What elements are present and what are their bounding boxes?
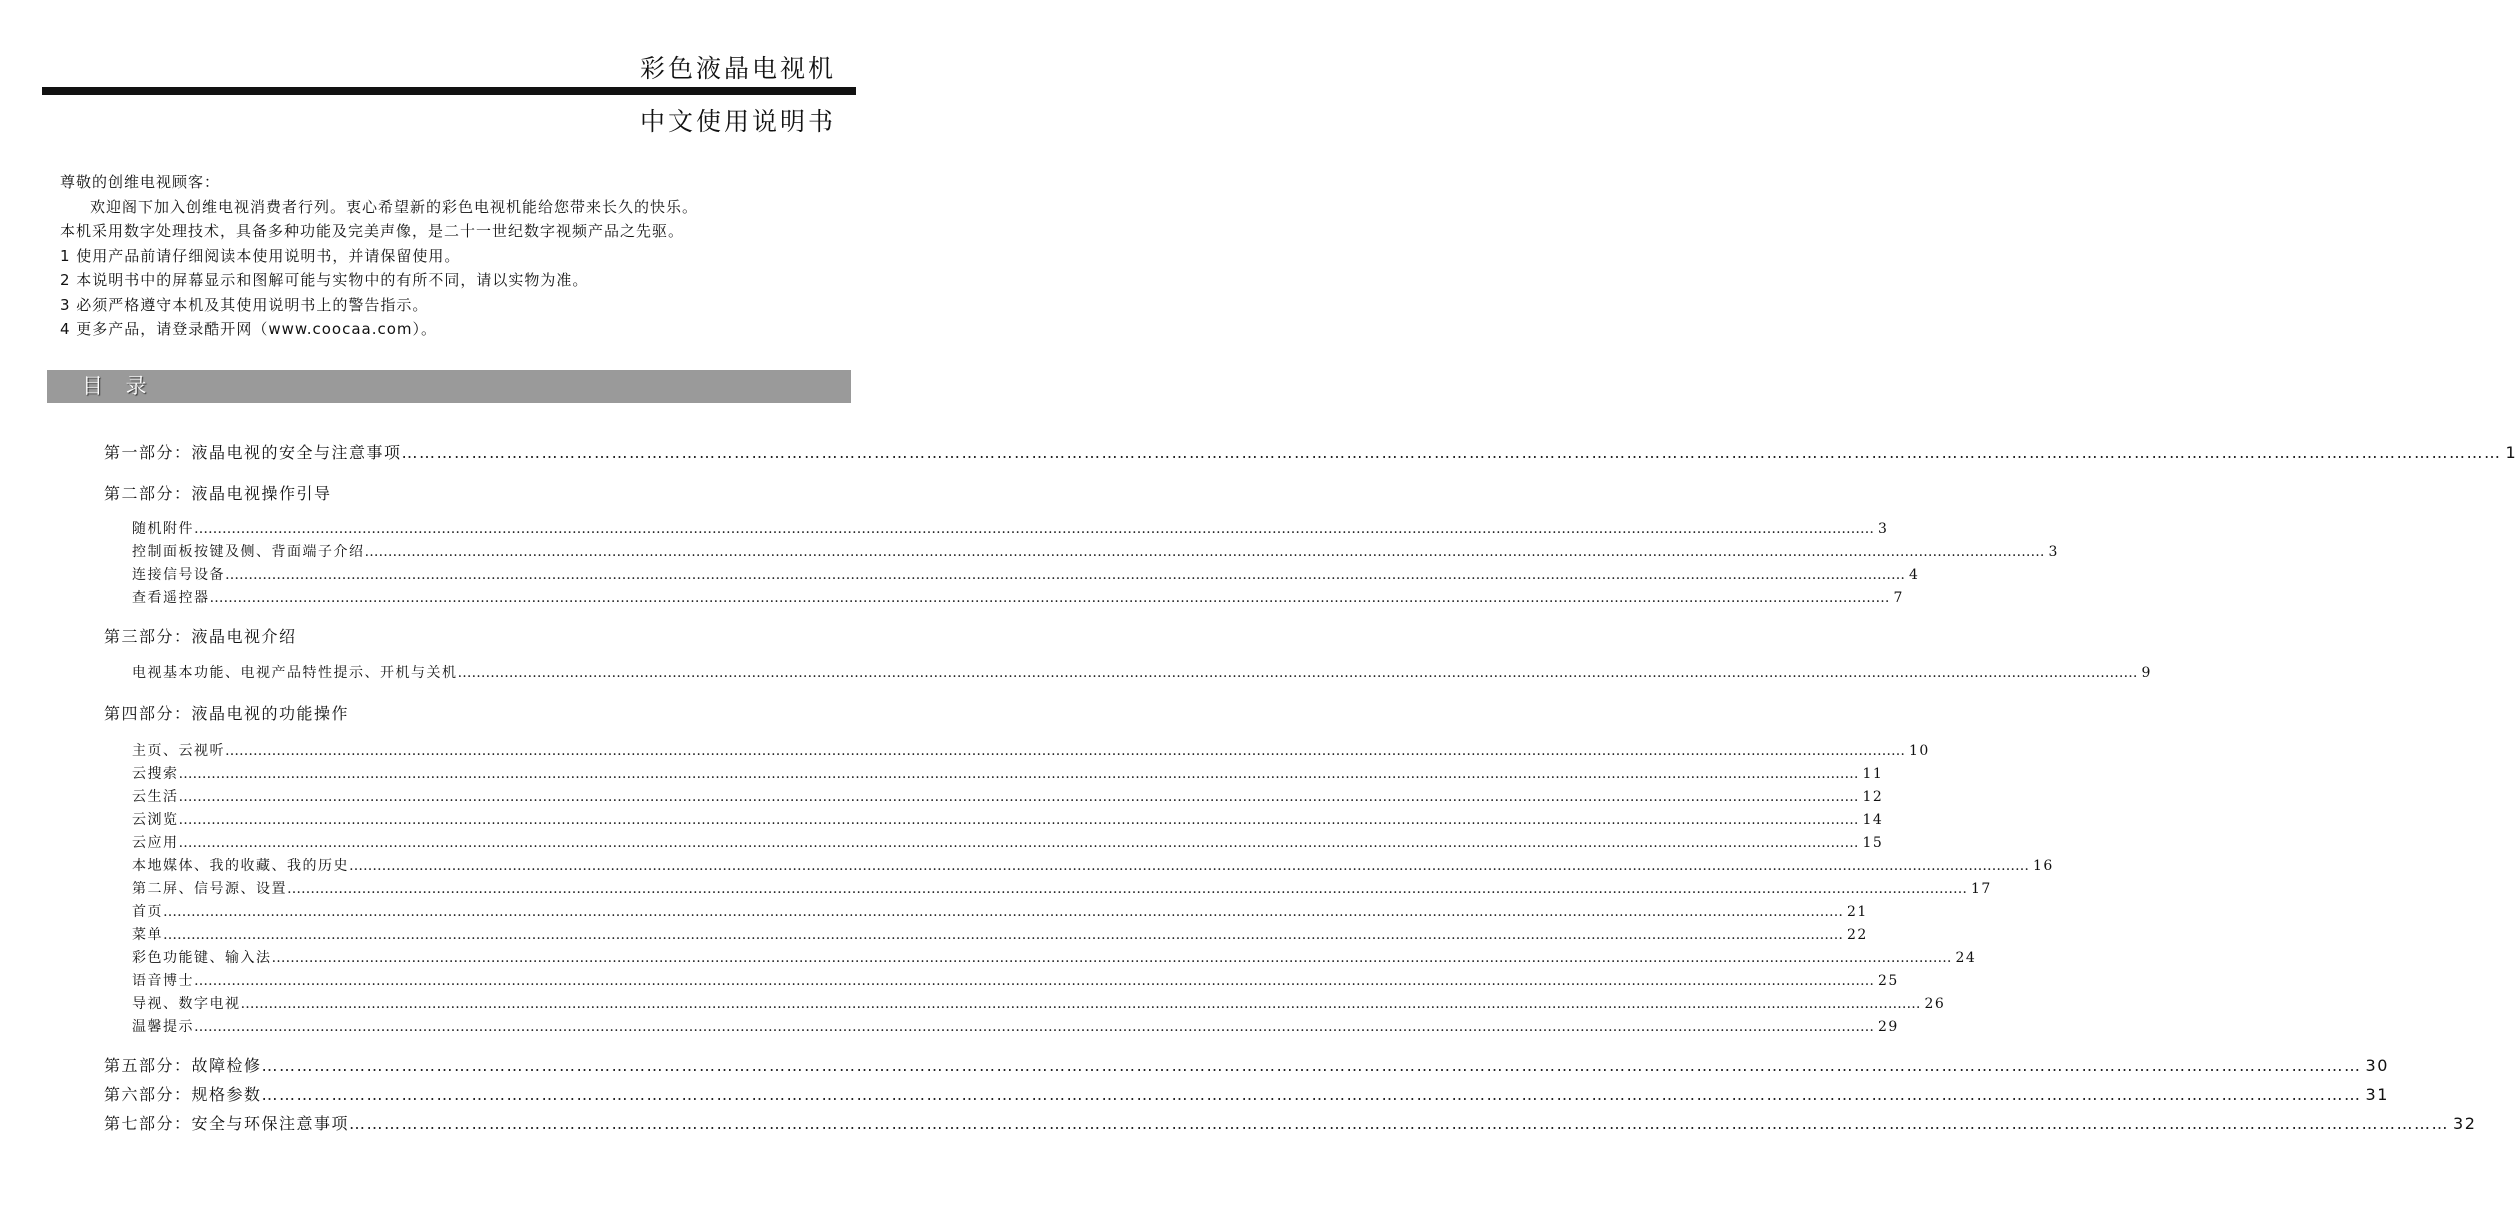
toc-page-number: 14 [1862,812,1884,828]
dot-leader: ……………………………………………………………………………………………………………………………………………………………………………………………………………………………………………………………………………………………………………………………… [194,1019,1874,1035]
dot-leader: ……………………………………………………………………………………………………………………………………………………………………………………………………………………………………………………………………………………………………………………………… [178,766,1859,782]
toc-page-number: 4 [1909,567,1920,583]
toc-entry-label: 连接信号设备 [132,567,225,583]
dot-leader: ……………………………………………………………………………………………………………………………………………………………………………………………………………………………………………………………………………………………………………………………… [194,521,1874,537]
dot-leader: ……………………………………………………………………………………………………………………………………………………………………………………………………………………………………………………………………………………………………………………………… [178,789,1859,805]
intro-note-3: 3 必须严格遵守本机及其使用说明书上的警告指示。 [60,295,429,314]
toc-entry[interactable] [132,763,1884,783]
toc-heading-bar [47,370,851,403]
toc-page-number: 22 [1847,927,1868,943]
toc-entry[interactable] [132,809,1884,829]
toc-page-number: 31 [2365,1085,2389,1104]
toc-page-number: 10 [1909,743,1930,759]
intro-greeting: 尊敬的创维电视顾客： [60,173,221,191]
toc-part-7[interactable] [104,1111,2477,1134]
toc-part-5[interactable] [104,1053,2389,1076]
dot-leader: ……………………………………………………………………………………………………………………………………………………………………………………………………………………………………………………………………………………………………………………………… [349,1114,2450,1133]
toc-page-number: 17 [1971,881,1992,897]
toc-entry[interactable] [132,855,2054,875]
dot-leader: ……………………………………………………………………………………………………………………………………………………………………………………………………………………………………………………………………………………………………………………………… [287,881,1967,897]
toc-entry-label: 云应用 [132,835,179,851]
toc-part-4-heading: 第四部分：液晶电视的功能操作 [104,704,350,723]
intro-note-1: 1 使用产品前请仔细阅读本使用说明书，并请保留使用。 [60,246,461,265]
toc-entry-label: 第二屏、信号源、设置 [132,881,287,897]
toc-part-3-heading: 第三部分：液晶电视介绍 [104,627,297,646]
toc-page-number: 16 [2033,858,2054,874]
header-rule [42,87,856,95]
toc-entry[interactable] [132,541,2059,561]
dot-leader: ……………………………………………………………………………………………………………………………………………………………………………………………………………………………………………………………………………………………………………………………… [240,996,1921,1012]
toc-page-number: 1 [2505,443,2517,462]
dot-leader: ……………………………………………………………………………………………………………………………………………………………………………………………………………………………………………………………………………………………………………………………… [225,567,1905,583]
toc-entry-label: 查看遥控器 [132,590,210,606]
intro-note-4: 4 更多产品，请登录酷开网（www.coocaa.com）。 [60,320,438,338]
toc-page-number: 25 [1878,973,1899,989]
toc-part-6[interactable] [104,1082,2389,1105]
toc-entry-label: 控制面板按键及侧、背面端子介绍 [132,544,365,560]
toc-entry[interactable] [132,1016,1899,1036]
toc-page-number: 12 [1862,789,1884,805]
dot-leader: ……………………………………………………………………………………………………………………………………………………………………………………………………………………………………………………………………………………………………………………………… [163,904,1843,920]
toc-part-title: 第六部分：规格参数 [104,1085,262,1104]
intro-tech: 本机采用数字处理技术，具备多种功能及完美声像，是二十一世纪数字视频产品之先驱。 [60,222,685,240]
toc-entry-label: 首页 [132,904,163,920]
dot-leader: ……………………………………………………………………………………………………………………………………………………………………………………………………………………………………………………………………………………………………………………………… [178,812,1859,828]
dot-leader: ……………………………………………………………………………………………………………………………………………………………………………………………………………………………………………………………………………………………………………………………… [349,858,2029,874]
dot-leader: ……………………………………………………………………………………………………………………………………………………………………………………………………………………………………………………………………………………………………………………………… [261,1056,2362,1075]
toc-entry-label: 菜单 [132,927,163,943]
toc-page-number: 30 [2365,1056,2389,1075]
toc-entry[interactable] [132,786,1884,806]
dot-leader: ……………………………………………………………………………………………………………………………………………………………………………………………………………………………………………………………………………………………………………………………… [163,927,1843,943]
toc-entry[interactable] [132,924,1868,944]
dot-leader: ……………………………………………………………………………………………………………………………………………………………………………………………………………………………………………………………………………………………………………………………… [209,590,1890,606]
toc-part-title: 第七部分：安全与环保注意事项 [104,1114,350,1133]
toc-heading: 目 录 [82,374,155,398]
toc-entry[interactable] [132,587,1904,607]
toc-entry[interactable] [132,662,2152,682]
toc-entry-label: 云搜索 [132,766,179,782]
toc-page-number: 26 [1924,996,1946,1012]
toc-entry-label: 本地媒体、我的收藏、我的历史 [132,858,349,874]
dot-leader: ……………………………………………………………………………………………………………………………………………………………………………………………………………………………………………………………………………………………………………………………… [457,665,2138,681]
toc-entry-label: 云浏览 [132,812,179,828]
toc-page-number: 11 [1862,766,1884,782]
toc-page-number: 7 [1893,590,1904,606]
toc-part-2-heading: 第二部分：液晶电视操作引导 [104,484,332,503]
dot-leader: ……………………………………………………………………………………………………………………………………………………………………………………………………………………………………………………………………………………………………………………………… [401,443,2502,462]
toc-entry-label: 电视基本功能、电视产品特性提示、开机与关机 [132,665,458,681]
toc-part-title: 第一部分：液晶电视的安全与注意事项 [104,443,402,462]
intro-section [60,170,860,342]
dot-leader: ……………………………………………………………………………………………………………………………………………………………………………………………………………………………………………………………………………………………………………………………… [261,1085,2362,1104]
toc-entry[interactable] [132,993,1946,1013]
toc-entry-label: 云生活 [132,789,179,805]
dot-leader: ……………………………………………………………………………………………………………………………………………………………………………………………………………………………………………………………………………………………………………………………… [271,950,1952,966]
toc-page-number: 9 [2141,665,2152,681]
toc-entry[interactable] [132,878,1992,898]
toc-page-number: 24 [1955,950,1977,966]
toc-entry[interactable] [132,901,1868,921]
toc-entry-label: 随机附件 [132,521,194,537]
dot-leader: ……………………………………………………………………………………………………………………………………………………………………………………………………………………………………………………………………………………………………………………………… [194,973,1874,989]
toc-entry-label: 语音博士 [132,973,194,989]
toc-page-number: 32 [2453,1114,2477,1133]
toc-entry[interactable] [132,970,1899,990]
toc-entry-label: 彩色功能键、输入法 [132,950,272,966]
toc-entry-label: 导视、数字电视 [132,996,241,1012]
toc-entry-label: 温馨提示 [132,1019,194,1035]
toc-part-1[interactable] [104,440,2517,463]
dot-leader: ……………………………………………………………………………………………………………………………………………………………………………………………………………………………………………………………………………………………………………………………… [364,544,2045,560]
toc-page-number: 21 [1847,904,1868,920]
manual-title-language: 中文使用说明书 [639,107,836,136]
toc-entry-label: 主页、云视听 [132,743,225,759]
dot-leader: ……………………………………………………………………………………………………………………………………………………………………………………………………………………………………………………………………………………………………………………………… [225,743,1905,759]
toc-part-title: 第五部分：故障检修 [104,1056,262,1075]
intro-note-2: 2 本说明书中的屏幕显示和图解可能与实物中的有所不同，请以实物为准。 [60,271,589,289]
toc-entry[interactable] [132,947,1977,967]
toc-entry[interactable] [132,564,1920,584]
toc-page-number: 3 [1878,521,1889,537]
toc-page-number: 15 [1862,835,1884,851]
intro-welcome: 欢迎阁下加入创维电视消费者行列。衷心希望新的彩色电视机能给您带来长久的快乐。 [90,197,699,216]
manual-title-product: 彩色液晶电视机 [639,54,836,83]
toc-entry[interactable] [132,832,1884,852]
toc-page-number: 29 [1878,1019,1899,1035]
dot-leader: ……………………………………………………………………………………………………………………………………………………………………………………………………………………………………………………………………………………………………………………………… [178,835,1859,851]
toc-page-number: 3 [2048,544,2059,560]
toc-entry[interactable] [132,518,1889,538]
toc-entry[interactable] [132,740,1930,760]
